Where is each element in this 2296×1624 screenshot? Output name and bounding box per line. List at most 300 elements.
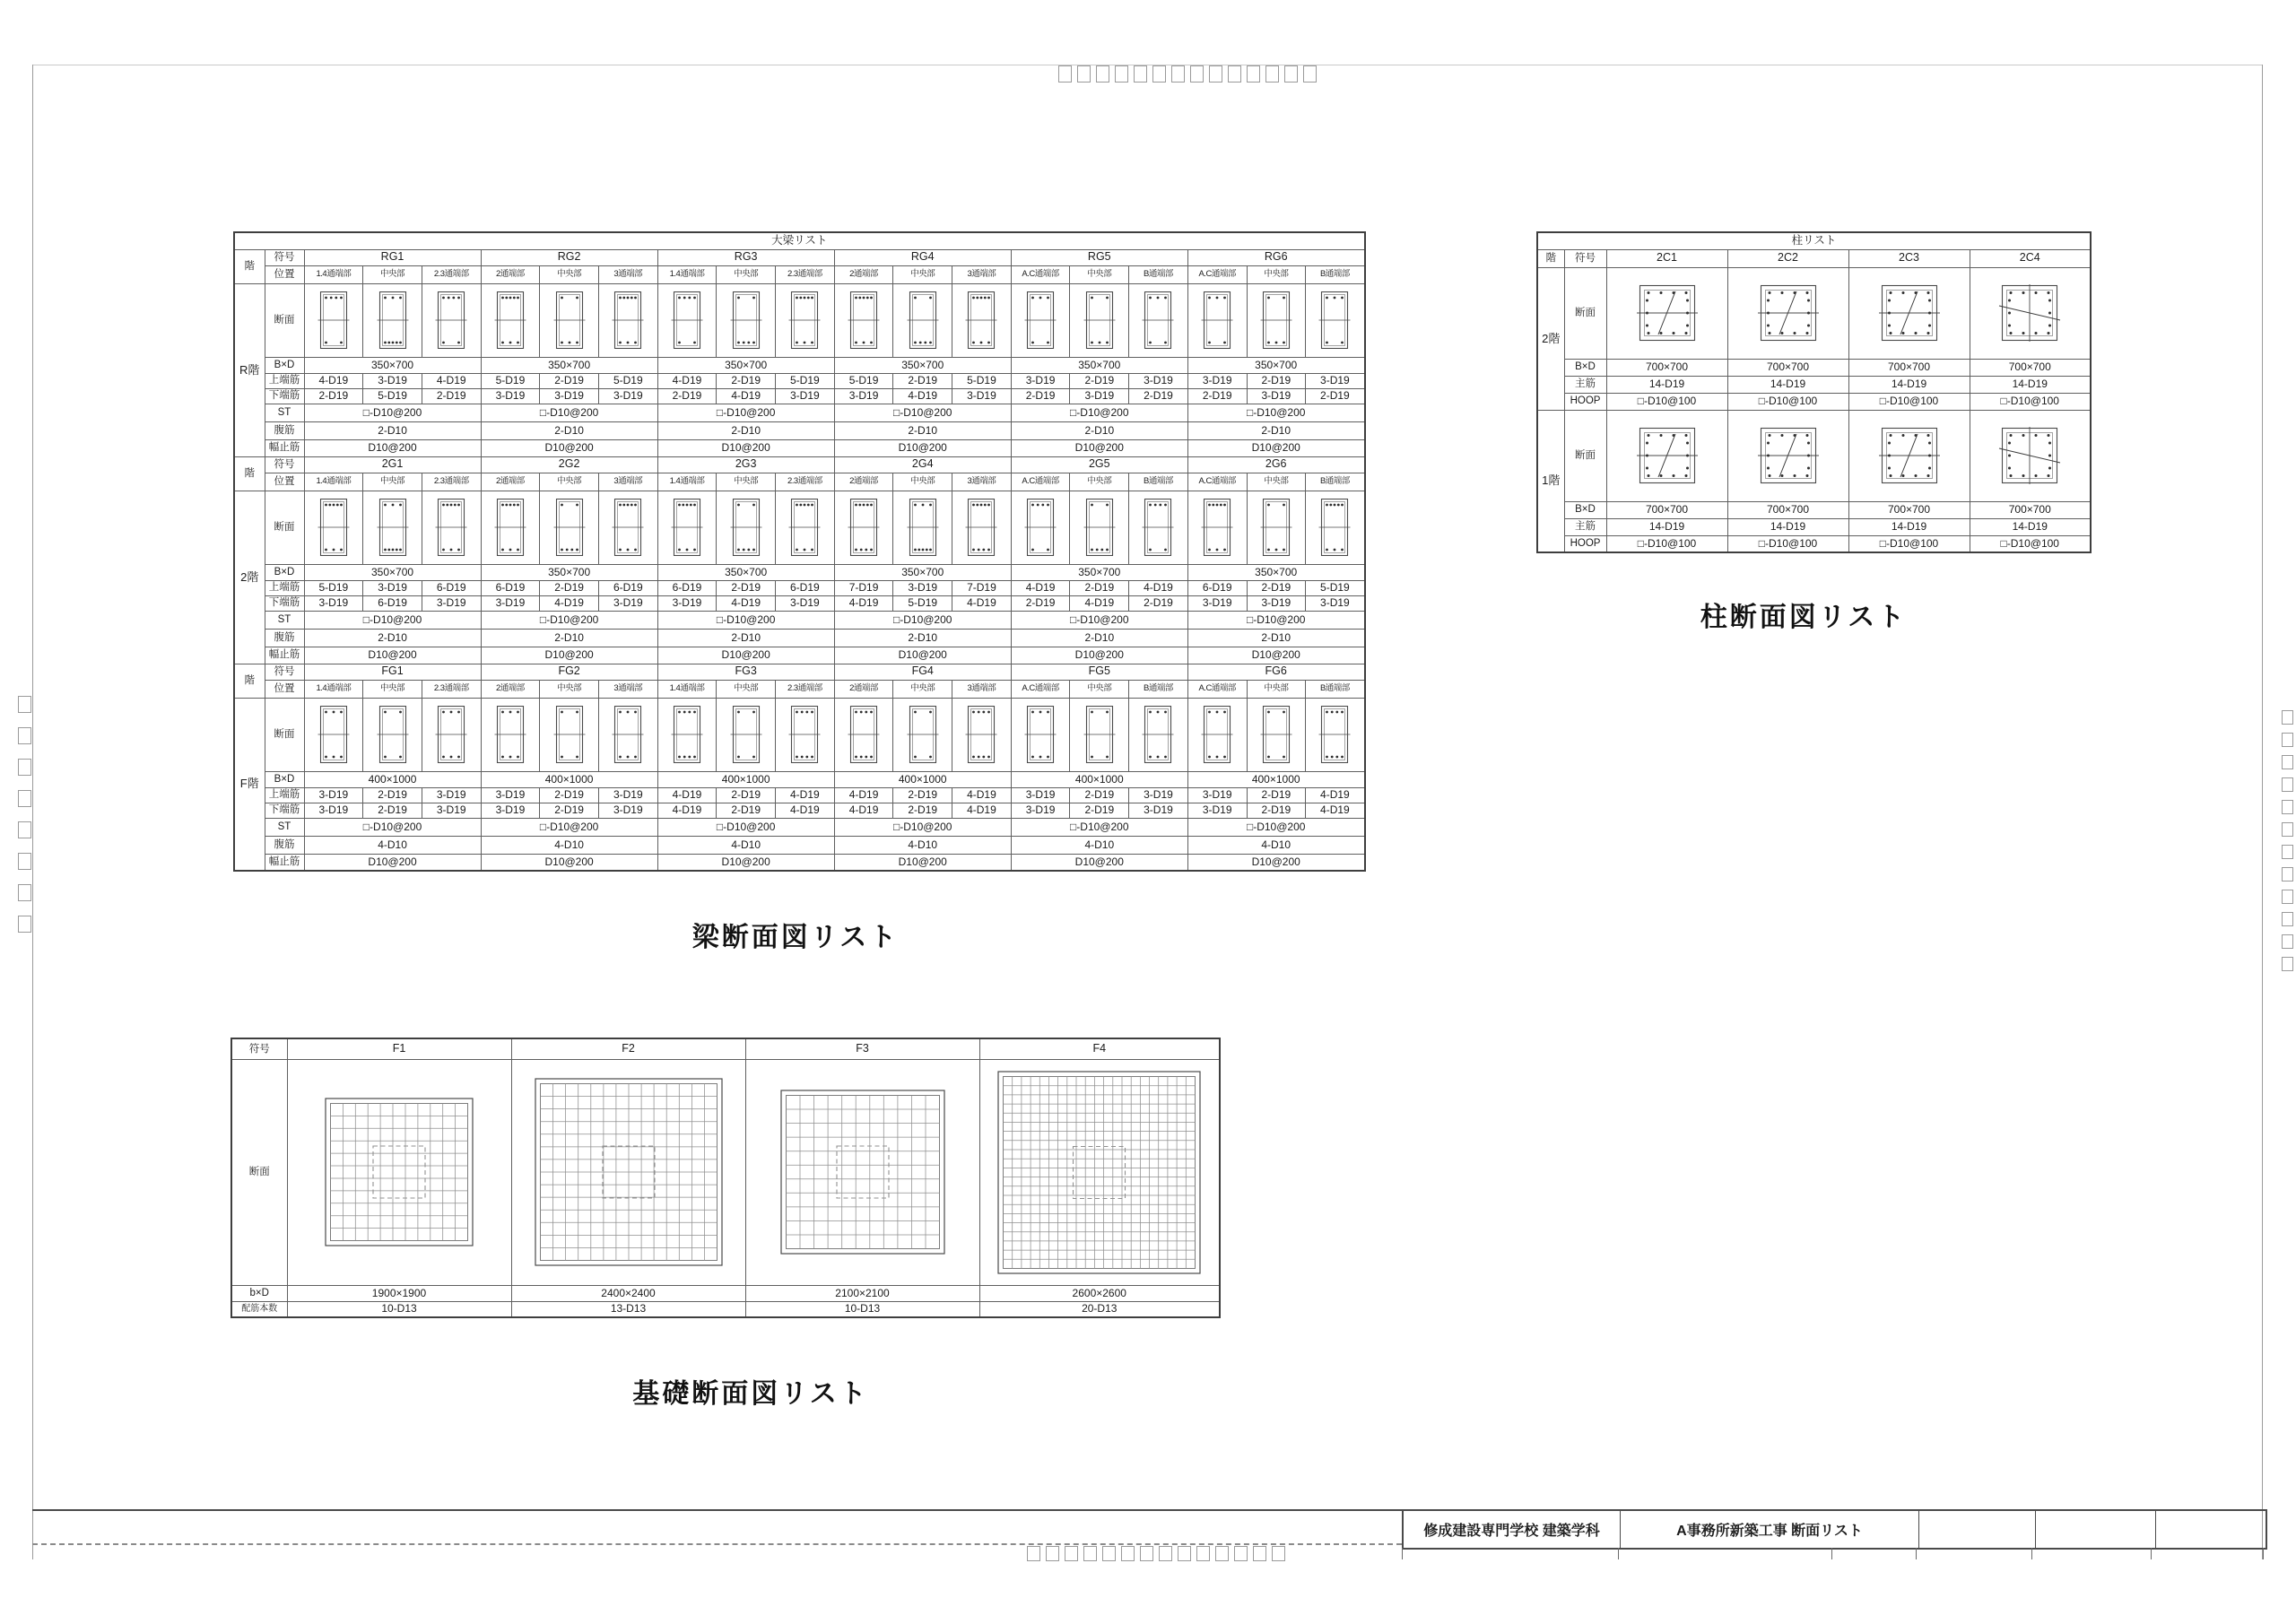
main-bars-label: 主筋 [1564,376,1606,393]
girder-position: 1.4通端部 [304,473,363,491]
girder-section-cell [952,283,1012,357]
girder-bottom-bars: 4-D19 [834,803,893,818]
girder-bxd: 350×700 [657,564,834,580]
placeholder-glyph [1190,65,1204,83]
placeholder-glyph [1115,65,1128,83]
girder-bottom-bars: 4-D19 [952,595,1012,611]
girder-symbol: 2G3 [657,456,834,473]
column-hoop: □-D10@100 [1970,393,2091,410]
girder-section-cell [363,491,422,564]
symbol-label: 符号 [265,664,304,680]
girder-web-bars: 4-D10 [834,836,1011,854]
girder-position: 2通端部 [481,680,540,698]
beam-section-sketch [377,499,409,556]
girder-position: A.C通端部 [1187,473,1247,491]
girder-stirrup: □-D10@200 [657,404,834,421]
placeholder-glyph [18,916,31,933]
beam-section-sketch [1024,291,1057,349]
girder-top-bars: 2-D19 [717,787,776,803]
girder-section-cell [1187,491,1247,564]
placeholder-text-bottom [1027,1546,1285,1561]
girder-position: 2通端部 [834,680,893,698]
girder-bottom-bars: 4-D19 [1070,595,1129,611]
placeholder-glyph [2282,822,2293,837]
placeholder-glyph [1303,65,1317,83]
girder-bottom-bars: 2-D19 [540,803,599,818]
girder-bottom-bars: 2-D19 [1187,388,1247,404]
beam-section-sketch [1260,291,1292,349]
column-bxd: 700×700 [1848,359,1970,376]
column-section-sketch [1998,427,2061,484]
girder-position: 中央部 [540,680,599,698]
column-list-table-container [1536,231,2092,553]
beam-section-sketch [907,499,939,556]
girder-symbol: RG6 [1187,249,1364,265]
girder-stirrup: □-D10@200 [481,404,657,421]
beam-section-sketch [730,706,762,763]
girder-position: 2通端部 [834,473,893,491]
girder-section-cell [834,491,893,564]
column-table-title: 柱リスト [1537,232,2091,249]
girder-top-bars: 6-D19 [481,580,540,595]
bottom-bars-label: 下端筋 [265,595,304,611]
beam-section-sketch [1201,499,1233,556]
girder-position: A.C通端部 [1187,265,1247,283]
girder-symbol: 2G2 [481,456,657,473]
girder-position: A.C通端部 [1011,473,1070,491]
girder-position: 中央部 [1070,473,1129,491]
girder-position: 中央部 [1247,473,1306,491]
placeholder-glyph [1027,1546,1040,1561]
foundation-plan-sketch [997,1071,1201,1274]
girder-top-bars: 5-D19 [834,373,893,388]
column-section-cell [1970,267,2091,359]
placeholder-glyph [1083,1546,1097,1561]
st-label: ST [265,818,304,836]
girder-tie-bars: D10@200 [481,439,657,456]
placeholder-glyph [18,727,31,744]
girder-section-cell [893,491,952,564]
placeholder-glyph [2282,867,2293,881]
footing-plan-cell [979,1059,1220,1285]
bxd-label: b×D [231,1285,287,1301]
column-section-sketch [1636,427,1699,484]
girder-top-bars: 7-D19 [952,580,1012,595]
girder-position: 中央部 [1247,265,1306,283]
girder-bxd: 350×700 [834,357,1011,373]
position-label: 位置 [265,680,304,698]
girder-position: 2.3通端部 [776,473,835,491]
girder-position: B通端部 [1129,473,1188,491]
beam-section-sketch [1083,499,1116,556]
placeholder-glyph [18,821,31,838]
column-section-sketch [1878,284,1941,342]
column-bxd: 700×700 [1848,501,1970,518]
girder-position: 1.4通端部 [304,265,363,283]
beam-section-sketch [1201,706,1233,763]
girder-bxd: 400×1000 [304,771,481,787]
girder-section-cell [1247,491,1306,564]
girder-bottom-bars: 4-D19 [952,803,1012,818]
girder-section-cell [1306,283,1365,357]
girder-position: 2通端部 [481,473,540,491]
placeholder-glyph [1247,65,1260,83]
beam-section-sketch [494,291,526,349]
girder-position: 中央部 [540,473,599,491]
girder-symbol: FG5 [1011,664,1187,680]
girder-tie-bars: D10@200 [1187,854,1364,871]
bottom-bars-label: 下端筋 [265,803,304,818]
footing-plan-cell [511,1059,745,1285]
girder-section-cell [363,698,422,771]
girder-web-bars: 4-D10 [481,836,657,854]
girder-symbol: RG2 [481,249,657,265]
girder-symbol: RG3 [657,249,834,265]
girder-web-bars: 2-D10 [1187,421,1364,439]
girder-symbol: FG6 [1187,664,1364,680]
floor-header: 階 [234,456,265,491]
girder-position: 中央部 [717,473,776,491]
tie-bars-label: 幅止筋 [265,854,304,871]
girder-bottom-bars: 3-D19 [481,595,540,611]
girder-bottom-bars: 2-D19 [1011,388,1070,404]
beam-section-sketch [1142,291,1174,349]
frame-left [32,65,33,1559]
girder-stirrup: □-D10@200 [304,404,481,421]
girder-web-bars: 2-D10 [1011,421,1187,439]
main-bars-label: 主筋 [1564,518,1606,535]
girder-bxd: 350×700 [657,357,834,373]
column-main-bars: 14-D19 [1727,376,1848,393]
placeholder-glyph [18,884,31,901]
girder-bottom-bars: 3-D19 [598,803,657,818]
girder-bottom-bars: 3-D19 [481,388,540,404]
girder-top-bars: 4-D19 [1306,787,1365,803]
girder-bottom-bars: 3-D19 [598,388,657,404]
girder-bottom-bars: 2-D19 [422,388,481,404]
girder-position: 中央部 [363,680,422,698]
girder-bottom-bars: 3-D19 [776,595,835,611]
girder-section-cell [893,698,952,771]
girder-web-bars: 2-D10 [481,421,657,439]
symbol-label: 符号 [1564,249,1606,267]
girder-bottom-bars: 4-D19 [834,595,893,611]
girder-bottom-bars: 3-D19 [834,388,893,404]
column-main-bars: 14-D19 [1970,376,2091,393]
beam-section-sketch [965,706,997,763]
girder-top-bars: 3-D19 [1011,373,1070,388]
girder-bottom-bars: 2-D19 [304,388,363,404]
girder-stirrup: □-D10@200 [1187,611,1364,629]
girder-bottom-bars: 3-D19 [1306,595,1365,611]
column-bxd: 700×700 [1727,359,1848,376]
placeholder-glyph [18,790,31,807]
column-caption: 柱断面図リスト [1700,603,1908,632]
footing-plan-cell [287,1059,511,1285]
beam-section-sketch [317,291,350,349]
girder-section-cell [1187,283,1247,357]
girder-top-bars: 5-D19 [1306,580,1365,595]
title-block-cell-3 [1919,1511,2036,1548]
girder-caption: 梁断面図リスト [691,923,900,952]
beam-section-sketch [671,291,703,349]
position-label: 位置 [265,473,304,491]
girder-top-bars: 5-D19 [481,373,540,388]
placeholder-glyph [1284,65,1298,83]
girder-bottom-bars: 2-D19 [1011,595,1070,611]
girder-section-cell [1129,283,1188,357]
girder-tie-bars: D10@200 [657,854,834,871]
girder-symbol: RG1 [304,249,481,265]
girder-web-bars: 2-D10 [1187,629,1364,647]
beam-section-sketch [1260,706,1292,763]
title-block-cell-4 [2036,1511,2156,1548]
placeholder-glyph [1058,65,1072,83]
girder-position: B通端部 [1306,473,1365,491]
top-bars-label: 上端筋 [265,373,304,388]
girder-section-cell [776,283,835,357]
girder-bottom-bars: 4-D19 [776,803,835,818]
girder-tie-bars: D10@200 [304,854,481,871]
girder-top-bars: 2-D19 [1247,580,1306,595]
girder-bottom-bars: 3-D19 [1247,388,1306,404]
column-bxd: 700×700 [1970,359,2091,376]
girder-section-cell [1306,491,1365,564]
girder-section-cell [834,698,893,771]
section-label: 断面 [1564,267,1606,359]
girder-section-cell [304,698,363,771]
girder-position: 中央部 [1070,265,1129,283]
girder-section-cell [1070,283,1129,357]
foundation-caption: 基礎断面図リスト [632,1379,869,1409]
girder-position: 2.3通端部 [776,265,835,283]
footing-bxd: 2600×2600 [979,1285,1220,1301]
girder-top-bars: 3-D19 [1187,787,1247,803]
girder-stirrup: □-D10@200 [834,818,1011,836]
beam-section-sketch [848,291,880,349]
girder-bottom-bars: 4-D19 [717,388,776,404]
girder-bxd: 400×1000 [657,771,834,787]
beam-section-sketch [788,291,821,349]
bottom-bars-label: 下端筋 [265,388,304,404]
girder-position: B通端部 [1129,680,1188,698]
girder-bxd: 350×700 [1011,564,1187,580]
beam-section-sketch [848,499,880,556]
girder-section-cell [598,283,657,357]
title-block-divider [2263,1548,2264,1559]
beam-section-sketch [848,706,880,763]
girder-symbol: 2G5 [1011,456,1187,473]
column-main-bars: 14-D19 [1606,376,1727,393]
girder-bottom-bars: 3-D19 [776,388,835,404]
foundation-table [230,1038,1221,1318]
girder-web-bars: 2-D10 [834,421,1011,439]
girder-bottom-bars: 4-D19 [1306,803,1365,818]
placeholder-glyph [1134,65,1147,83]
girder-section-cell [952,698,1012,771]
girder-tie-bars: D10@200 [481,647,657,664]
footing-symbol: F1 [287,1038,511,1059]
placeholder-glyph [2282,710,2293,725]
beam-section-sketch [1201,291,1233,349]
girder-web-bars: 4-D10 [304,836,481,854]
girder-bxd: 350×700 [481,564,657,580]
girder-section-cell [1011,698,1070,771]
st-label: ST [265,404,304,421]
girder-bottom-bars: 3-D19 [598,595,657,611]
girder-position: A.C通端部 [1187,680,1247,698]
girder-top-bars: 4-D19 [952,787,1012,803]
web-bars-label: 腹筋 [265,629,304,647]
girder-top-bars: 5-D19 [304,580,363,595]
girder-section-cell [657,283,717,357]
floor-header: 階 [234,664,265,698]
placeholder-glyph [1228,65,1241,83]
floor-name: 2階 [1537,267,1564,410]
girder-bottom-bars: 4-D19 [893,388,952,404]
girder-top-bars: 2-D19 [717,580,776,595]
girder-bottom-bars: 3-D19 [304,595,363,611]
girder-bxd: 400×1000 [834,771,1011,787]
girder-position: 2.3通端部 [422,265,481,283]
placeholder-text-top [1058,65,1317,83]
girder-top-bars: 6-D19 [598,580,657,595]
title-block-divider [1618,1548,1619,1559]
floor-header: 階 [1537,249,1564,267]
girder-web-bars: 2-D10 [657,629,834,647]
section-label: 断面 [265,283,304,357]
girder-stirrup: □-D10@200 [1011,611,1187,629]
girder-top-bars: 4-D19 [1011,580,1070,595]
beam-section-sketch [1083,291,1116,349]
girder-top-bars: 3-D19 [1011,787,1070,803]
placeholder-glyph [1159,1546,1172,1561]
beam-section-sketch [317,499,350,556]
beam-section-sketch [1260,499,1292,556]
girder-top-bars: 3-D19 [1129,373,1188,388]
girder-bottom-bars: 4-D19 [657,803,717,818]
placeholder-glyph [1152,65,1166,83]
girder-tie-bars: D10@200 [657,647,834,664]
girder-top-bars: 3-D19 [893,580,952,595]
girder-top-bars: 3-D19 [481,787,540,803]
girder-position: 2.3通端部 [422,680,481,698]
girder-section-cell [657,491,717,564]
beam-section-sketch [671,706,703,763]
girder-bottom-bars: 2-D19 [1129,595,1188,611]
girder-position: B通端部 [1129,265,1188,283]
girder-position: 中央部 [893,265,952,283]
beam-section-sketch [965,291,997,349]
girder-bottom-bars: 2-D19 [717,803,776,818]
girder-section-cell [717,491,776,564]
girder-top-bars: 2-D19 [540,580,599,595]
girder-bottom-bars: 3-D19 [540,388,599,404]
placeholder-glyph [18,759,31,776]
girder-position: 1.4通端部 [657,473,717,491]
girder-stirrup: □-D10@200 [834,611,1011,629]
girder-position: 中央部 [363,473,422,491]
girder-top-bars: 4-D19 [1129,580,1188,595]
girder-position: 1.4通端部 [304,680,363,698]
girder-symbol: 2G4 [834,456,1011,473]
girder-bottom-bars: 2-D19 [657,388,717,404]
footing-bars: 10-D13 [745,1301,979,1317]
girder-bxd: 350×700 [1187,357,1364,373]
girder-section-cell [481,491,540,564]
placeholder-glyph [18,696,31,713]
footing-bxd: 2400×2400 [511,1285,745,1301]
girder-tie-bars: D10@200 [1011,439,1187,456]
column-symbol: 2C1 [1606,249,1727,267]
beam-section-sketch [553,499,586,556]
foundation-plan-sketch [325,1098,474,1246]
placeholder-glyph [1121,1546,1135,1561]
column-hoop: □-D10@100 [1606,535,1727,552]
girder-top-bars: 3-D19 [1306,373,1365,388]
girder-position: A.C通端部 [1011,680,1070,698]
column-hoop: □-D10@100 [1727,535,1848,552]
title-block-divider [2151,1548,2152,1559]
girder-section-cell [540,491,599,564]
girder-symbol: RG4 [834,249,1011,265]
girder-position: 2.3通端部 [422,473,481,491]
girder-position: B通端部 [1306,680,1365,698]
girder-tie-bars: D10@200 [1011,647,1187,664]
bxd-label: B×D [1564,501,1606,518]
column-section-cell [1606,267,1727,359]
girder-top-bars: 4-D19 [422,373,481,388]
girder-position: 中央部 [717,265,776,283]
girder-position: 1.4通端部 [657,680,717,698]
foundation-plan-sketch [780,1090,945,1255]
beam-section-sketch [494,706,526,763]
girder-stirrup: □-D10@200 [1011,818,1187,836]
title-block-divider [1916,1548,1917,1559]
girder-bottom-bars: 2-D19 [893,803,952,818]
girder-top-bars: 4-D19 [834,787,893,803]
hoop-label: HOOP [1564,393,1606,410]
placeholder-glyph [2282,912,2293,926]
girder-section-cell [1247,283,1306,357]
girder-bxd: 350×700 [304,357,481,373]
bxd-label: B×D [265,357,304,373]
placeholder-glyph [1102,1546,1116,1561]
placeholder-glyph [2282,845,2293,859]
placeholder-text-right [2282,710,2293,971]
bxd-label: B×D [265,564,304,580]
column-bxd: 700×700 [1970,501,2091,518]
girder-position: 中央部 [1070,680,1129,698]
girder-list-table-container [233,231,1366,872]
column-bxd: 700×700 [1606,501,1727,518]
girder-top-bars: 2-D19 [540,787,599,803]
girder-bxd: 400×1000 [1011,771,1187,787]
column-hoop: □-D10@100 [1848,535,1970,552]
beam-section-sketch [377,706,409,763]
girder-tie-bars: D10@200 [1187,647,1364,664]
column-section-cell [1727,267,1848,359]
girder-symbol: FG3 [657,664,834,680]
placeholder-glyph [1234,1546,1248,1561]
girder-position: 中央部 [1247,680,1306,698]
girder-bxd: 350×700 [1187,564,1364,580]
girder-position: 3通端部 [952,473,1012,491]
st-label: ST [265,611,304,629]
girder-bxd: 400×1000 [481,771,657,787]
girder-bottom-bars: 4-D19 [717,595,776,611]
placeholder-glyph [1140,1546,1153,1561]
